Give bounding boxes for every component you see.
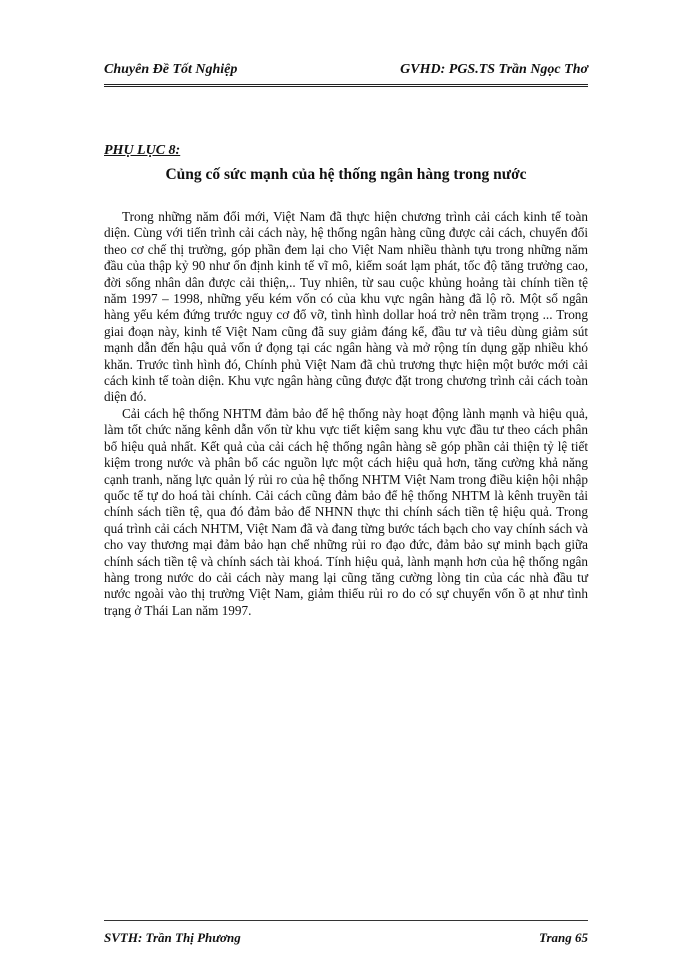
page-header — [104, 62, 588, 78]
paragraph-2: Cải cách hệ thống NHTM đảm bảo để hệ thống này hoạt động lành mạnh và hiệu quả, làm tốt chức năng kênh dẫn vốn từ khu vực tiết kiệm sang khu vực đầu tư theo cách phân bổ hiệu quả nhất. Kết quả của cải cách hệ thống ngân hàng sẽ góp phần cải thiện tỷ lệ tiết kiệm trong nước và phân bổ các nguồn lực một cách hiệu quả hơn, tăng cường khả năng cạnh tranh, năng lực quản lý rủi ro của hệ thống NHTM Việt Nam trong điều kiện hội nhập quốc tế tự do hoá tài chính. Cải cách cũng đảm bảo để hệ thống NHTM là kênh truyền tải chính sách tiền tệ, qua đó đảm bảo để NHNN thực thi chính sách tiền tệ hiệu quả. Trong quá trình cải cách NHTM, Việt Nam đã và đang từng bước tách bạch cho vay chính sách và cho vay thương mại đảm bảo hạn chế những rủi ro đạo đức, đảm bảo sự minh bạch giữa chính sách tiền tệ và chính sách tài khoá. Tính hiệu quả, lành mạnh hơn của hệ thống ngân hàng trong nước do cải cách này mang lại cũng tăng cường lòng tin của các nhà đầu tư nước ngoài vào thị trường Việt Nam, giảm thiểu rủi ro do có sự chuyển vốn ồ ạt như tình trạng ở Thái Lan năm 1997. — [104, 405, 588, 618]
paragraph-1: Trong những năm đổi mới, Việt Nam đã thực hiện chương trình cải cách kinh tế toàn diện. Cùng với tiến trình cải cách này, hệ thống ngân hàng cũng được cải cách, chuyển đổi theo cơ chế thị trường, góp phần đem lại cho Việt Nam nhiều thành tựu trong những năm đầu của thập kỷ 90 như ổn định kinh tế vĩ mô, kiểm soát lạm phát, tốc độ tăng trưởng cao, đời sống nhân dân được cải thiện,.. Tuy nhiên, từ sau cuộc khủng hoảng tài chính tiền tệ năm 1997 – 1998, những yếu kém vốn có của khu vực ngân hàng đã lộ rõ. Một số ngân hàng yếu kém đứng trước nguy cơ đổ vỡ, tình hình dollar hoá trở nên trầm trọng ... Trong giai đoạn này, kinh tế Việt Nam cũng đã suy giảm đáng kể, đầu tư và tiêu dùng giảm sút mạnh dẫn đến hậu quả vốn ứ đọng tại các ngân hàng và mở rộng tín dụng gặp nhiều khó khăn. Trước tình hình đó, Chính phủ Việt Nam đã chủ trương thực hiện một bước mới cải cách kinh tế toàn diện. Khu vực ngân hàng cũng được đặt trong chương trình cải cách toàn diện đó. — [104, 209, 588, 405]
header-advisor: GVHD: PGS.TS Trần Ngọc Thơ — [400, 62, 588, 77]
page-footer — [104, 930, 588, 946]
page-number: Trang 65 — [539, 930, 588, 945]
header-document-type: Chuyên Đề Tốt Nghiệp — [104, 62, 238, 77]
footer-author: SVTH: Trần Thị Phương — [104, 930, 241, 945]
section-title: Củng cố sức mạnh của hệ thống ngân hàng trong nước — [165, 166, 527, 183]
appendix-label: PHỤ LỤC 8: — [104, 143, 181, 158]
header-divider — [104, 84, 588, 87]
body-text — [104, 209, 588, 619]
footer-divider — [104, 920, 588, 921]
